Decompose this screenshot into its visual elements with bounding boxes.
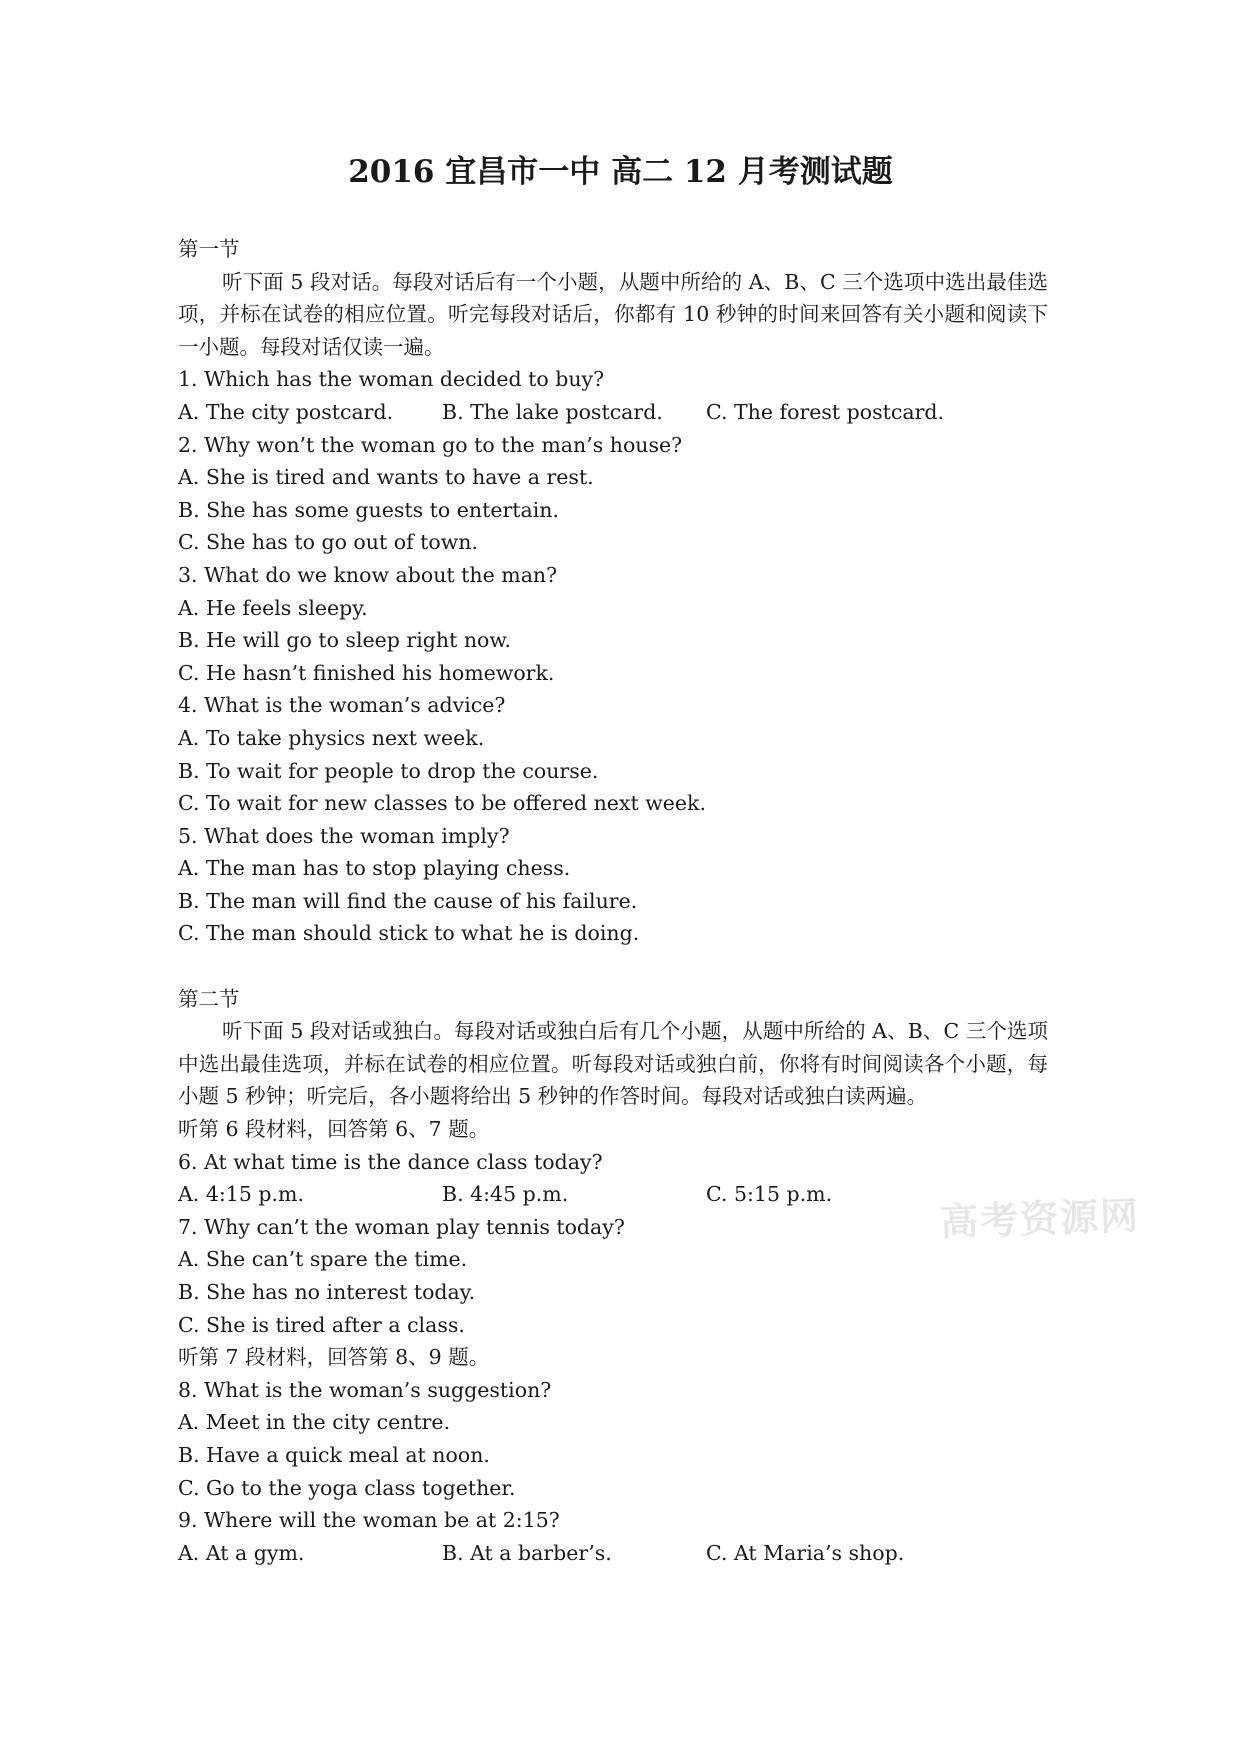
option-a: A. 4:15 p.m. [178,1182,304,1207]
option-a: A. To take physics next week. [178,725,485,750]
option-b: B. She has some guests to entertain. [178,497,559,522]
exam-content [178,233,1048,1569]
option-row [178,1178,1048,1211]
question-text: 2. Why won’t the woman go to the man’s house? [178,432,683,457]
option-c: C. She has to go out of town. [178,530,479,555]
question-text: 1. Which has the woman decided to buy? [178,367,605,392]
option-c: C. 5:15 p.m. [706,1182,833,1207]
section-heading: 第二节 [178,986,240,1011]
option-b: B. To wait for people to drop the course. [178,758,599,783]
option-a: A. He feels sleepy. [178,595,368,620]
question-text: 6. At what time is the dance class today? [178,1149,603,1174]
option-row [178,396,1048,429]
option-a: A. She is tired and wants to have a rest. [178,465,594,490]
option-a: A. The city postcard. [178,399,394,424]
material-label: 听第 6 段材料，回答第 6、7 题。 [178,1117,490,1142]
option-c: C. The forest postcard. [706,399,945,424]
option-c: C. He hasn’t finished his homework. [178,660,555,685]
option-b: B. He will go to sleep right now. [178,628,512,653]
option-b: B. She has no interest today. [178,1280,476,1304]
option-a: A. The man has to stop playing chess. [178,856,571,881]
spacer [178,950,1048,983]
option-a: A. At a gym. [178,1540,305,1565]
section-heading: 第一节 [178,237,240,261]
option-c: C. Go to the yoga class together. [178,1475,516,1500]
option-c: C. To wait for new classes to be offered next week. [178,791,706,816]
option-b: B. The man will find the cause of his failure. [178,888,638,913]
question-text: 5. What does the woman imply? [178,823,510,848]
section-instructions: 听下面 5 段对话。每段对话后有一个小题，从题中所给的 A、B、C 三个选项中选出最佳选项，并标在试卷的相应位置。听完每段对话后，你都有 10 秒钟的时间来回答有关小题和阅读下一小题。每段对话仅读一遍。 [178,269,1048,359]
option-c: C. The man should stick to what he is doing. [178,921,640,946]
question-text: 7. Why can’t the woman play tennis today? [178,1214,625,1239]
option-row [178,1537,1048,1570]
question-text: 8. What is the woman’s suggestion? [178,1377,552,1402]
option-b: B. 4:45 p.m. [442,1182,569,1207]
option-c: C. She is tired after a class. [178,1312,465,1337]
watermark: 高考资源网 [939,1193,1141,1245]
page-title: 2016 宜昌市一中 高二 12 月考测试题 [348,154,893,190]
material-label: 听第 7 段材料，回答第 8、9 题。 [178,1345,490,1370]
option-a: A. Meet in the city centre. [178,1410,451,1435]
section-instructions: 听下面 5 段对话或独白。每段对话或独白后有几个小题，从题中所给的 A、B、C 三个选项中选出最佳选项，并标在试卷的相应位置。听每段对话或独白前，你将有时间阅读各个小题，每小题 5 秒钟；听完后，各小题将给出 5 秒钟的作答时间。每段对话或独白读两遍。 [178,1019,1048,1109]
option-b: B. Have a quick meal at noon. [178,1442,490,1467]
option-b: B. At a barber’s. [442,1540,612,1565]
question-text: 3. What do we know about the man? [178,562,558,587]
option-a: A. She can’t spare the time. [178,1247,468,1272]
option-c: C. At Maria’s shop. [706,1540,905,1565]
option-b: B. The lake postcard. [442,399,663,424]
question-text: 4. What is the woman’s advice? [178,693,506,718]
question-text: 9. Where will the woman be at 2:15? [178,1508,560,1533]
